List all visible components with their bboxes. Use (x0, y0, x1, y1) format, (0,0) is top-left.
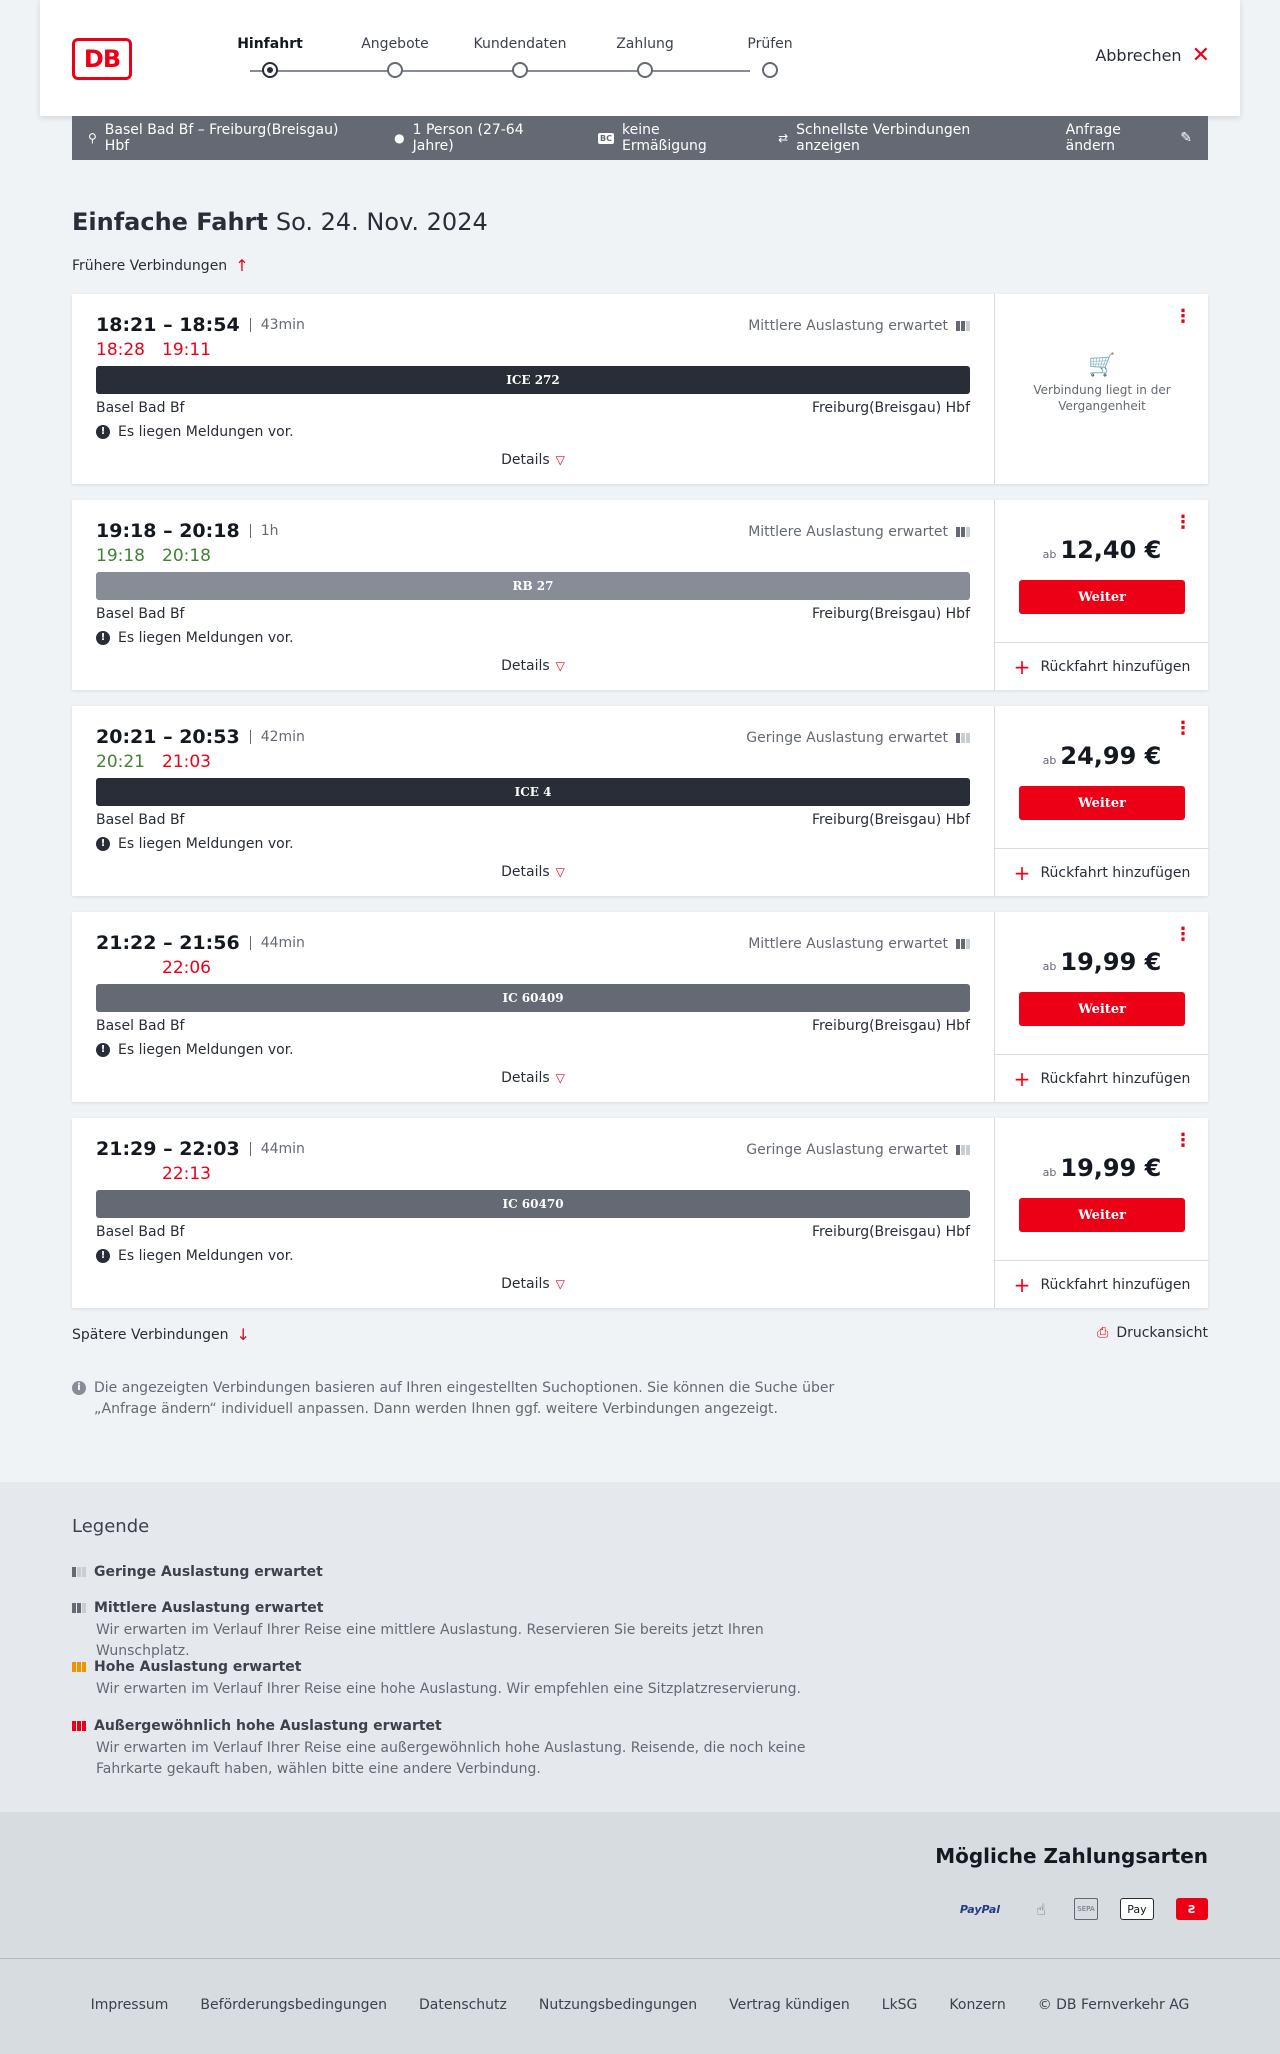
offer-panel (994, 706, 1208, 896)
step-dot (762, 62, 778, 78)
footer-link-impressum[interactable]: Impressum (90, 1997, 169, 2013)
train-bar[interactable]: ICE 4 (96, 778, 970, 806)
more-options-icon[interactable]: ⋮ (1174, 718, 1192, 739)
realtime-departure: 18:28 (96, 340, 145, 360)
realtime-info (96, 546, 228, 566)
planned-times: 19:18 – 20:18 (96, 520, 240, 542)
connection-card (72, 500, 1208, 690)
booking-stepper (210, 34, 793, 84)
notice: ! Es liegen Meldungen vor. (96, 1248, 294, 1264)
connection-main (72, 1118, 994, 1308)
traveller-summary: ● 1 Person (27-64 Jahre) (394, 122, 524, 154)
details-toggle[interactable]: Details ▽ (501, 658, 565, 674)
realtime-departure: 20:21 (96, 752, 145, 772)
legend-title: Legende (72, 1516, 150, 1537)
add-return-trip-button[interactable]: + Rückfahrt hinzufügen (995, 1054, 1209, 1102)
offer-panel (994, 500, 1208, 690)
connection-main (72, 294, 994, 484)
more-options-icon[interactable]: ⋮ (1174, 306, 1192, 327)
alert-icon: ! (96, 837, 110, 851)
occupancy-low-icon (956, 733, 970, 743)
footer-link-nutzungsbedingungen[interactable]: Nutzungsbedingungen (538, 1997, 698, 2013)
connection-main (72, 706, 994, 896)
db-logo[interactable]: DB (72, 38, 132, 80)
legend-item-very-high: Außergewöhnlich hohe Auslastung erwartet Wir erwarten im Verlauf Ihrer Reise eine außergewöhnlich hohe Auslastung. Reisende, die noch keine Fahrkarte gekauft haben, wählen bitte eine andere Verbindung. (72, 1718, 852, 1780)
train-bar[interactable]: IC 60409 (96, 984, 970, 1012)
notice: ! Es liegen Meldungen vor. (96, 630, 294, 646)
connection-card (72, 294, 1208, 484)
occupancy-medium-icon (956, 939, 970, 949)
pencil-icon: ✎ (1180, 130, 1192, 146)
connection-card (72, 706, 1208, 896)
origin-station: Basel Bad Bf (96, 1224, 185, 1240)
origin-station: Basel Bad Bf (96, 812, 185, 828)
duration: 44min (250, 936, 305, 950)
alert-icon: ! (96, 1249, 110, 1263)
realtime-departure (96, 958, 162, 978)
details-toggle[interactable]: Details ▽ (501, 864, 565, 880)
origin-station: Basel Bad Bf (96, 400, 185, 416)
legend-item-low: Geringe Auslastung erwartet (72, 1564, 852, 1580)
person-icon: ● (394, 131, 405, 145)
more-options-icon[interactable]: ⋮ (1174, 924, 1192, 945)
db-pay-icon: Ƨ (1176, 1898, 1208, 1920)
search-info-note: i Die angezeigten Verbindungen basieren auf Ihren eingestellten Suchoptionen. Sie können die Suche über „Anfrage ändern“ individuell anpassen. Dann werden Ihnen ggf. weitere Verbindungen angezeigt. (72, 1378, 852, 1420)
occupancy-medium-icon (956, 321, 970, 331)
connection-card (72, 912, 1208, 1102)
offer-panel (994, 294, 1208, 484)
sepa-icon: SEPA (1074, 1898, 1098, 1920)
footer-link-datenschutz[interactable]: Datenschutz (418, 1997, 507, 2013)
alert-icon: ! (96, 1043, 110, 1057)
offer-panel (994, 1118, 1208, 1308)
realtime-info (96, 958, 228, 978)
step-dot (637, 62, 653, 78)
add-return-trip-button[interactable]: + Rückfahrt hinzufügen (995, 1260, 1209, 1308)
realtime-arrival: 21:03 (162, 752, 211, 772)
realtime-info (96, 1164, 228, 1184)
discount-summary: BC keine Ermäßigung (600, 122, 707, 154)
plus-icon: + (1013, 654, 1031, 679)
legend-section (0, 1482, 1280, 1812)
step-hinfahrt: Hinfahrt (210, 34, 330, 54)
arrow-up-icon: ↑ (235, 256, 249, 275)
alert-icon: ! (96, 631, 110, 645)
continue-button[interactable]: Weiter (1019, 580, 1185, 614)
occupancy-info: Geringe Auslastung erwartet (746, 730, 970, 746)
chevron-down-icon: ▽ (555, 453, 565, 467)
bahncard-icon: BC (600, 133, 612, 143)
offer-panel (994, 912, 1208, 1102)
step-dot (387, 62, 403, 78)
destination-station: Freiburg(Breisgau) Hbf (811, 1018, 970, 1034)
legend-item-high: Hohe Auslastung erwartet Wir erwarten im Verlauf Ihrer Reise eine hohe Auslastung. Wir empfehlen eine Sitzplatzreservierung. (72, 1659, 852, 1700)
step-kundendaten: Kundendaten (460, 34, 580, 54)
later-connections-link[interactable]: Spätere Verbindungen ↓ (72, 1325, 250, 1344)
occupancy-info: Mittlere Auslastung erwartet (748, 524, 970, 540)
continue-button[interactable]: Weiter (1019, 1198, 1185, 1232)
realtime-departure: 19:18 (96, 546, 145, 566)
continue-button[interactable]: Weiter (1019, 992, 1185, 1026)
connection-main (72, 500, 994, 690)
continue-button[interactable]: Weiter (1019, 786, 1185, 820)
step-pruefen: Prüfen (710, 34, 830, 54)
plus-icon: + (1013, 1066, 1031, 1091)
plus-icon: + (1013, 1272, 1031, 1297)
planned-times: 21:22 – 21:56 (96, 932, 240, 954)
train-bar[interactable]: RB 27 (96, 572, 970, 600)
step-dot (512, 62, 528, 78)
past-connection-notice: 🛒 Verbindung liegt in der Vergangenheit (995, 358, 1209, 414)
chevron-down-icon: ▽ (555, 659, 565, 673)
realtime-info (96, 340, 228, 360)
occupancy-very-high-icon (72, 1721, 86, 1731)
paypal-icon: PayPal (959, 1902, 1001, 1916)
price: ab 24,99 € (1042, 742, 1162, 770)
connection-main (72, 912, 994, 1102)
notice: ! Es liegen Meldungen vor. (96, 836, 294, 852)
add-return-trip-button[interactable]: + Rückfahrt hinzufügen (995, 848, 1209, 896)
footer-link-lksg[interactable]: LkSG (881, 1997, 918, 2013)
realtime-arrival: 19:11 (162, 340, 211, 360)
destination-station: Freiburg(Breisgau) Hbf (811, 400, 970, 416)
duration: 44min (250, 1142, 305, 1156)
realtime-arrival: 22:13 (162, 1164, 211, 1184)
connection-card (72, 1118, 1208, 1308)
add-return-trip-button[interactable]: + Rückfahrt hinzufügen (995, 642, 1209, 690)
realtime-arrival: 22:06 (162, 958, 211, 978)
planned-times: 18:21 – 18:54 (96, 314, 240, 336)
realtime-departure (96, 1164, 162, 1184)
train-bar[interactable]: IC 60470 (96, 1190, 970, 1218)
cancel-button[interactable]: Abbrechen ✕ (1095, 42, 1210, 68)
duration: 42min (250, 730, 305, 744)
planned-times: 20:21 – 20:53 (96, 726, 240, 748)
occupancy-high-icon (72, 1662, 86, 1672)
more-options-icon[interactable]: ⋮ (1174, 512, 1192, 533)
payment-methods-title: Mögliche Zahlungsarten (935, 1844, 1208, 1868)
notice: ! Es liegen Meldungen vor. (96, 424, 294, 440)
cart-unavailable-icon: 🛒 (1088, 353, 1116, 378)
occupancy-info: Mittlere Auslastung erwartet (748, 318, 970, 334)
chevron-down-icon: ▽ (555, 865, 565, 879)
legend-item-medium: Mittlere Auslastung erwartet Wir erwarten im Verlauf Ihrer Reise eine mittlere Auslastung. Reservieren Sie bereits jetzt Ihren Wunschplatz. (72, 1600, 852, 1662)
destination-station: Freiburg(Breisgau) Hbf (811, 606, 970, 622)
occupancy-medium-icon (72, 1603, 86, 1613)
origin-station: Basel Bad Bf (96, 1018, 185, 1034)
credit-card-icon: ☝ (1036, 1899, 1046, 1919)
fastest-connections-option: ⇄ Schnellste Verbindungen anzeigen (778, 122, 971, 154)
destination-station: Freiburg(Breisgau) Hbf (811, 1224, 970, 1240)
planned-times: 21:29 – 22:03 (96, 1138, 240, 1160)
price: ab 19,99 € (1042, 1154, 1162, 1182)
info-icon: i (72, 1381, 86, 1395)
step-zahlung: Zahlung (585, 34, 705, 54)
details-toggle[interactable]: Details ▽ (501, 1276, 565, 1292)
earlier-connections-link[interactable]: Frühere Verbindungen ↑ (72, 256, 249, 275)
duration: 1h (250, 524, 279, 538)
stepper-line (250, 70, 750, 72)
apple-pay-icon: Pay (1120, 1898, 1154, 1920)
change-request-button[interactable]: Anfrage ändern ✎ (1065, 122, 1192, 154)
occupancy-medium-icon (956, 527, 970, 537)
payment-icons (952, 1898, 1208, 1920)
alert-icon: ! (96, 425, 110, 439)
destination-station: Freiburg(Breisgau) Hbf (811, 812, 970, 828)
page-footer (0, 1958, 1280, 2054)
page-title: Einfache Fahrt So. 24. Nov. 2024 (72, 208, 488, 236)
search-summary-bar (72, 116, 1208, 160)
occupancy-info: Geringe Auslastung erwartet (746, 1142, 970, 1158)
details-toggle[interactable]: Details ▽ (501, 452, 565, 468)
printer-icon: ⎙ (1097, 1325, 1109, 1341)
footer-copyright[interactable]: © DB Fernverkehr AG (1037, 1997, 1190, 2013)
top-header (40, 0, 1240, 116)
train-bar[interactable]: ICE 272 (96, 366, 970, 394)
location-pin-icon: ⚲ (88, 131, 97, 145)
realtime-info (96, 752, 228, 772)
origin-station: Basel Bad Bf (96, 606, 185, 622)
swap-icon: ⇄ (778, 131, 789, 145)
realtime-arrival: 20:18 (162, 546, 211, 566)
notice: ! Es liegen Meldungen vor. (96, 1042, 294, 1058)
step-angebote: Angebote (335, 34, 455, 54)
payment-methods-section (0, 1812, 1280, 1958)
footer-link-vertrag-kuendigen[interactable]: Vertrag kündigen (729, 1997, 850, 2013)
details-toggle[interactable]: Details ▽ (501, 1070, 565, 1086)
plus-icon: + (1013, 860, 1031, 885)
chevron-down-icon: ▽ (555, 1277, 565, 1291)
route-summary: ⚲ Basel Bad Bf – Freiburg(Breisgau) Hbf (88, 122, 339, 154)
chevron-down-icon: ▽ (555, 1071, 565, 1085)
print-view-button[interactable]: ⎙ Druckansicht (1097, 1325, 1208, 1341)
close-icon: ✕ (1191, 42, 1210, 68)
occupancy-low-icon (72, 1567, 86, 1577)
step-dot (262, 62, 278, 78)
price: ab 19,99 € (1042, 948, 1162, 976)
occupancy-info: Mittlere Auslastung erwartet (748, 936, 970, 952)
footer-link-befoerderungsbedingungen[interactable]: Beförderungsbedingungen (200, 1997, 387, 2013)
more-options-icon[interactable]: ⋮ (1174, 1130, 1192, 1151)
price: ab 12,40 € (1042, 536, 1162, 564)
occupancy-low-icon (956, 1145, 970, 1155)
arrow-down-icon: ↓ (236, 1325, 250, 1344)
duration: 43min (250, 318, 305, 332)
footer-links (0, 1997, 1280, 2013)
footer-link-konzern[interactable]: Konzern (949, 1997, 1006, 2013)
